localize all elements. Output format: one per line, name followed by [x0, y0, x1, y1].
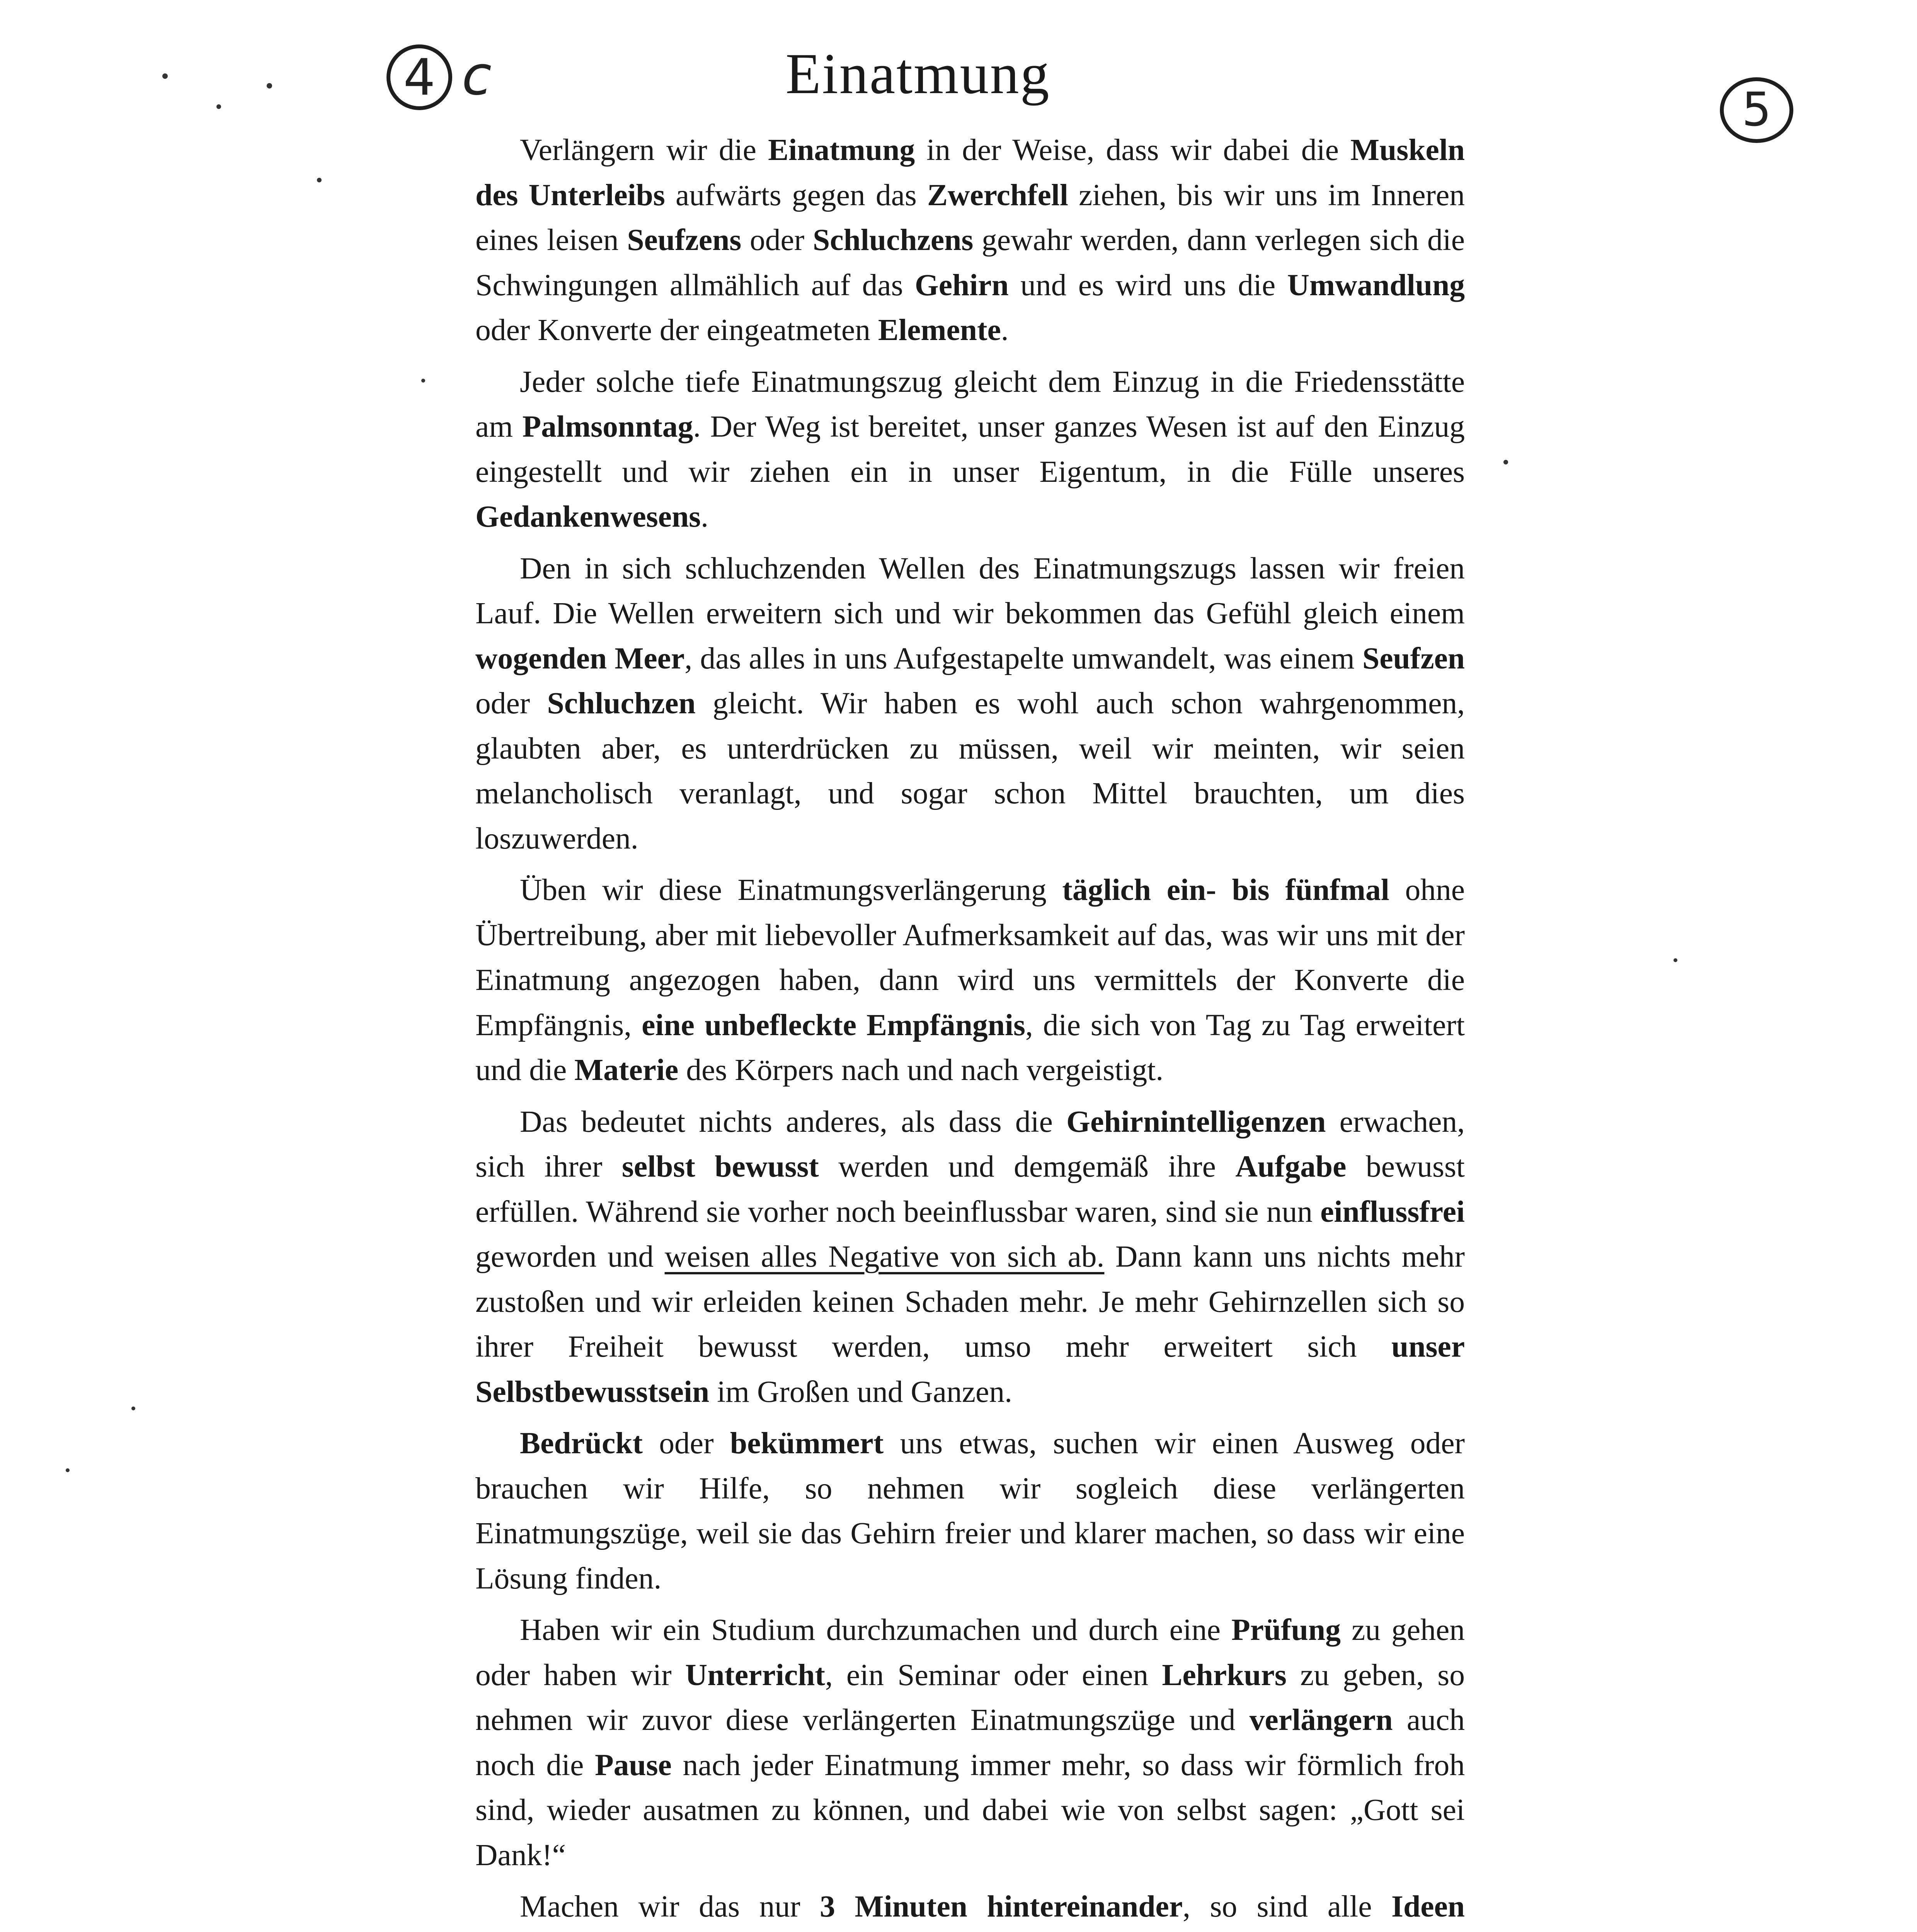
handwritten-page-mark-left: 4	[386, 44, 452, 110]
bold-term: eine unbefleckte Empfängnis	[642, 1008, 1025, 1042]
bold-term: Schluchzen	[547, 686, 696, 720]
scan-speck	[1674, 958, 1677, 962]
bold-term: wogenden Meer	[475, 641, 685, 675]
scan-speck	[131, 1406, 135, 1410]
bold-term: Gehirnintelligenzen	[1066, 1104, 1326, 1139]
text-run: nach jeder Einatmung immer mehr, so dass wir förmlich froh sind, wieder ausatmen zu können, und dabei wie von selbst sagen: „Gott sei Dank!“	[475, 1748, 1465, 1872]
bold-term: Bedrückt	[520, 1426, 643, 1460]
text-run: , ein Seminar oder einen	[825, 1658, 1162, 1692]
bold-term: Schluchzens	[813, 223, 974, 257]
paragraph-1	[475, 128, 1465, 353]
scan-speck	[317, 178, 322, 182]
scan-speck	[216, 104, 221, 109]
text-run: Üben wir diese Einatmungsverlängerung	[520, 873, 1062, 907]
paragraph-8	[475, 1884, 1465, 1932]
text-run: Den in sich schluchzenden Wellen des Einatmungszugs lassen wir freien Lauf. Die Wellen erweitern sich und wir bekommen das Gefühl gleich einem	[475, 551, 1465, 630]
text-run: und es wird uns die	[1008, 268, 1287, 302]
text-run: oder	[643, 1426, 730, 1460]
text-run: Dann kann uns nichts mehr zustoßen und wir erleiden keinen Schaden mehr. Je mehr Gehirnzellen sich so ihrer Freiheit bewusst werden, umso mehr erweitert sich	[475, 1240, 1465, 1364]
text-run: .	[701, 500, 708, 534]
text-run: Machen wir das nur	[520, 1889, 820, 1923]
text-run: werden und demgemäß ihre	[819, 1150, 1236, 1184]
bold-term: Gedankenwesens	[475, 500, 701, 534]
text-run: aufwärts gegen das	[665, 178, 927, 212]
scan-speck	[267, 83, 272, 88]
text-run: zu gehen oder haben wir	[475, 1613, 1465, 1692]
bold-term: Gehirn	[914, 268, 1009, 302]
text-run: , so sind alle	[1183, 1889, 1392, 1923]
text-run: bewusst erfüllen. Während sie vorher noch beeinflussbar waren, sind sie nun	[475, 1150, 1465, 1229]
bold-term: täglich ein- bis fünfmal	[1062, 873, 1389, 907]
bold-term: Prüfung	[1231, 1613, 1341, 1647]
text-run: gewahr werden, dann verlegen sich die Schwingungen allmählich auf das	[475, 223, 1465, 302]
handwritten-page-mark-suffix: c	[462, 44, 492, 107]
bold-term: Palmsonntag	[522, 410, 693, 444]
bold-term: Lehrkurs	[1162, 1658, 1287, 1692]
bold-term: Ideen	[1391, 1889, 1465, 1923]
text-run: .	[1001, 313, 1009, 347]
text-run: , die sich von Tag zu Tag erweitert und die	[475, 1008, 1465, 1087]
paragraph-6	[475, 1421, 1465, 1601]
text-run: Jeder solche tiefe Einatmungszug gleicht dem Einzug in die Friedensstätte am	[475, 364, 1465, 444]
bold-term: Muskeln des Unterleibs	[475, 133, 1465, 212]
paragraph-3	[475, 546, 1465, 861]
text-run: , das alles in uns Aufgestapelte umwandelt, was einem	[684, 641, 1363, 675]
bold-term: bekümmert	[730, 1426, 884, 1460]
scan-speck	[1503, 460, 1508, 464]
text-run: im Großen und Ganzen.	[709, 1374, 1012, 1409]
bold-term: Seufzens	[627, 223, 742, 257]
bold-term: unser Selbstbewusstsein	[475, 1330, 1465, 1409]
bold-term: Elemente	[878, 313, 1001, 347]
bold-term: Seufzen	[1362, 641, 1465, 675]
bold-term: Pause	[595, 1748, 672, 1782]
text-run: uns etwas, suchen wir einen Ausweg oder brauchen wir Hilfe, so nehmen wir sogleich diese verlängerten Einatmungszüge, weil sie das Gehirn freier und klarer machen, so dass wir eine Lösung finden.	[475, 1426, 1465, 1595]
text-run: Verlängern wir die	[520, 133, 768, 167]
scan-speck	[66, 1468, 70, 1472]
bold-term: Einatmung	[768, 133, 915, 167]
text-run: des Körpers nach und nach vergeistigt.	[678, 1053, 1164, 1087]
paragraph-5	[475, 1099, 1465, 1415]
text-run: in der Weise, dass wir dabei die	[915, 133, 1350, 167]
text-run: Das bedeutet nichts anderes, als dass die	[520, 1104, 1067, 1139]
scan-speck	[421, 379, 425, 383]
bold-term: selbst bewusst	[621, 1150, 819, 1184]
paragraph-2	[475, 359, 1465, 539]
text-run: oder	[475, 686, 547, 720]
text-run: gleicht. Wir haben es wohl auch schon wahrgenommen, glaubten aber, es unterdrücken zu müssen, weil wir meinten, wir seien melancholisch veranlagt, und sogar schon Mittel brauchten, um dies loszuwerden.	[475, 686, 1465, 855]
bold-term: Umwandlung	[1287, 268, 1465, 302]
bold-term: Materie	[574, 1053, 679, 1087]
text-run: auch noch die	[475, 1703, 1465, 1782]
body-text	[475, 128, 1465, 1932]
paragraph-4	[475, 867, 1465, 1093]
bold-term: einflussfrei	[1320, 1194, 1465, 1229]
bold-term: Zwerchfell	[927, 178, 1068, 212]
text-run: oder	[741, 223, 813, 257]
bold-term: 3 Minuten hintereinander	[820, 1889, 1183, 1923]
text-run: ohne Übertreibung, aber mit liebevoller Aufmerksamkeit auf das, was wir uns mit der Einatmung angezogen haben, dann wird uns vermittels der Konverte die Empfängnis,	[475, 873, 1465, 1042]
bold-term: verlängern	[1249, 1703, 1393, 1737]
bold-term: Aufgabe	[1235, 1150, 1347, 1184]
text-run: erwachen, sich ihrer	[475, 1104, 1465, 1184]
text-run: Haben wir ein Studium durchzumachen und durch eine	[520, 1613, 1232, 1647]
page-title: Einatmung	[785, 42, 1050, 106]
text-run: zu geben, so nehmen wir zuvor diese verlängerten Einatmungszüge und	[475, 1658, 1465, 1737]
underlined-phrase: weisen alles Negative von sich ab.	[664, 1240, 1105, 1274]
handwritten-page-number-right: 5	[1720, 77, 1793, 143]
bold-term: Unterricht	[685, 1658, 825, 1692]
scan-speck	[162, 73, 168, 79]
text-run: ziehen, bis wir uns im Inneren eines leisen	[475, 178, 1465, 257]
text-run: geworden und	[475, 1240, 665, 1274]
paragraph-7	[475, 1607, 1465, 1878]
text-run: oder Konverte der eingeatmeten	[475, 313, 878, 347]
text-run: . Der Weg ist bereitet, unser ganzes Wesen ist auf den Einzug eingestellt und wir ziehen ein in unser Eigentum, in die Fülle unseres	[475, 410, 1465, 489]
